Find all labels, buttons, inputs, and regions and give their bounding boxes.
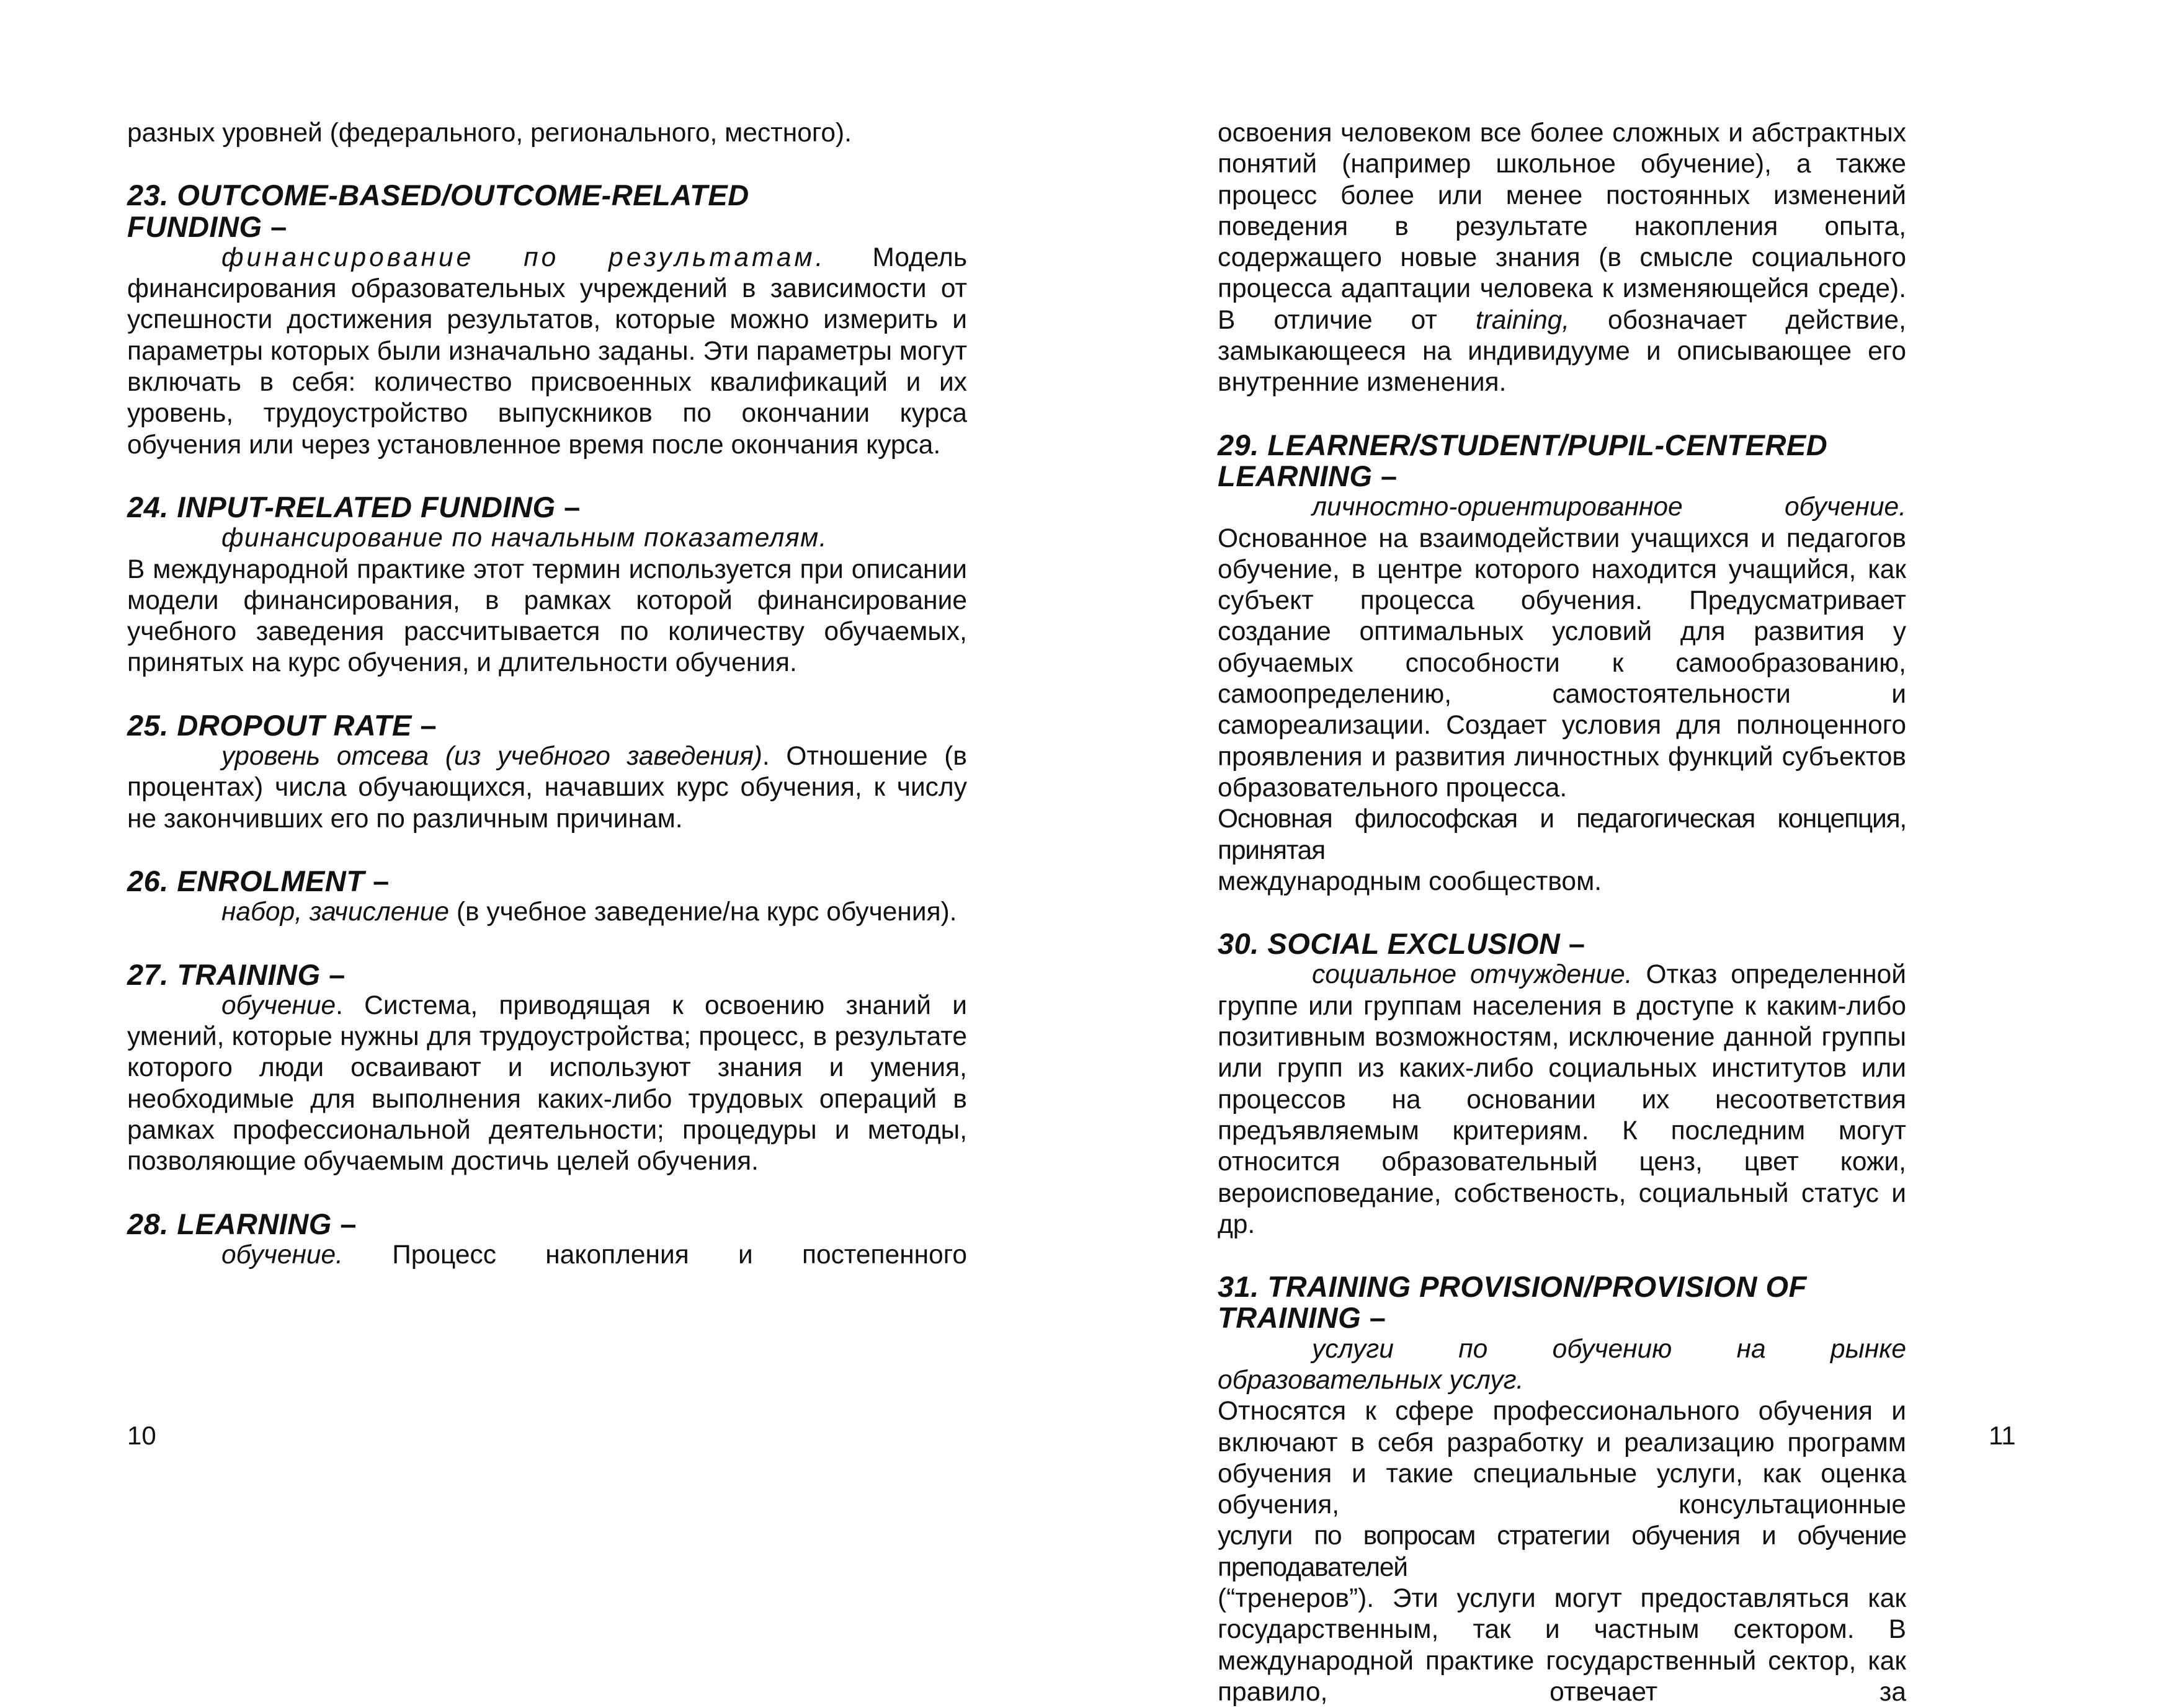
page-number-right: 11 [1989,1421,2016,1450]
continuation-a: освоения человеком все более сложных и абстрактных понятий (например школьное обучение), а также процесс более или менее постоянных изменений поведения в результате накопления опыта, содержащего новые знания (в смысле социального процесса адаптации человека к изменяющейся среде). В отличие от [1218,118,1906,335]
translation-31: услуги по обучению на рынке образовательных услуг. [1218,1334,1906,1395]
continuation-28 [1218,118,1906,399]
text-31-a: Относятся к сфере профессионального обучения и включают в себя разработку и реализацию программ обучения и такие специальные услуги, как оценка обучения, консультационные [1218,1397,1906,1520]
term-29 [1218,430,1906,492]
definition-26 [127,897,967,928]
term-23-line2: FUNDING [127,210,262,243]
term-31-text: 31. TRAINING PROVISION/PROVISION OF TRAINING [1218,1270,1807,1335]
left-page [0,0,1088,1537]
term-30-dash: – [1560,927,1585,961]
term-25-text: 25. DROPOUT RATE [127,708,412,742]
term-29-dash: – [1372,459,1398,492]
term-23 [127,180,967,242]
text-31-b: (“тренеров”). Эти услуги могут предоставляться как государственным, так и частным сектором. В международной практике государственный сектор, как правило, отвечает за [1218,1584,1906,1707]
translation-28: обучение. [221,1240,343,1270]
term-30-text: 30. SOCIAL EXCLUSION [1218,927,1561,961]
text-23: Модель финансирования образовательных учреждений в зависимости от успешности достижения результатов, которые можно измерить и параметры которых были изначально заданы. Эти параметры могут включать в себя: количество присвоенных квалификаций и их уровень, трудоустройство выпускников по окончании курса обучения или через установленное время после окончания курса. [127,242,967,460]
text-29: Основанное на взаимодействии учащихся и педагогов обучение, в центре которого находится учащийся, как субъект процесса обучения. Предусматривает создание оптимальных условий для развития у обучаемых способности к самообразованию, самоопределению, самостоятельности и самореализации. Создает условия для полноценного проявления и развития личностных функций субъектов образовательного процесса. [1218,523,1906,803]
text-27: . Система, приводящая к освоению знаний и умений, которые нужны для трудоустройства; процесс, в результате которого люди осваивают и используют знания и умения, необходимые для выполнения каких-либо трудовых операций в рамках профессиональной деятельности; процедуры и методы, позволяющие обучаемым достичь целей обучения. [127,990,967,1176]
term-29-line1: 29. LEARNER/STUDENT/PUPIL-CENTERED [1218,428,1828,461]
term-26-text: 26. ENROLMENT [127,864,365,897]
text-28: Процесс накопления и постепенного [342,1240,967,1270]
term-23-line1: 23. OUTCOME-BASED/OUTCOME-RELATED [127,179,749,212]
term-26 [127,866,967,897]
term-28-dash: – [331,1207,357,1240]
translation-26: набор, зачисление [221,897,450,927]
translation-24: финансирование по начальным показателям. [221,523,828,553]
translation-24-line [127,523,967,554]
term-25-dash: – [411,708,437,742]
term-28-text: 28. LEARNING [127,1207,332,1240]
intro-line: разных уровней (федерального, регионального, местного). [127,118,852,148]
text-31-tight: услуги по вопросам стратегии обучения и обучение преподавателей [1218,1521,1906,1582]
definition-25 [127,741,967,835]
term-24-text: 24. INPUT-RELATED FUNDING [127,490,556,523]
term-27 [127,959,967,990]
text-26: (в учебное заведение/на курс обучения). [449,897,957,927]
term-26-dash: – [364,864,390,897]
translation-30: социальное отчуждение. [1312,960,1633,990]
term-27-text: 27. TRAINING [127,958,321,991]
term-31 [1218,1271,1906,1334]
term-31-dash: – [1361,1301,1386,1335]
term-30 [1218,928,1906,959]
left-column [127,118,967,1271]
term-27-dash: – [320,958,346,991]
right-page [1088,0,2176,1707]
translation-29: личностно-ориентированное обучение. [1312,492,1906,522]
translation-23: финансирование по результатам. [221,242,826,272]
text-24 [127,554,967,679]
term-23-dash: – [262,210,287,243]
text-24-body: В международной практике этот термин используется при описании модели финансирования, в рамках которой финансирование учебного заведения рассчитывается по количеству обучаемых, принятых на курс обучения, и длительности обучения. [127,554,967,678]
text-30: Отказ определенной группе или группам населения в доступе к каким-либо позитивным возможностям, исключение данной группы или групп из каких-либо социальных институтов или процессов на основании их несоответствия предъявляемым критериям. К последним могут относится образовательный ценз, цвет кожи, вероисповедание, собственость, социальный статус и др. [1218,960,1907,1239]
term-25 [127,710,967,741]
definition-28 [127,1240,967,1271]
page-number-left: 10 [127,1421,156,1450]
text-29-tight: Основная философская и педагогическая концепция, принятая [1218,804,1906,865]
translation-25: уровень отсева (из учебного заведения) [221,742,762,772]
term-24 [127,492,967,523]
continuation-b: обозначает действие, замыкающееся на индивидууме и описывающее его внутренние изменения. [1218,305,1906,398]
text-29-end: международным сообществом. [1218,866,1602,896]
term-29-line2: LEARNING [1218,459,1373,492]
definition-30 [1218,959,1906,1240]
translation-31-line [1218,1334,1906,1397]
definition-23 [127,242,967,461]
definition-29 [1218,492,1906,804]
text-25: . Отношение (в процентах) числа обучающихся, начавших курс обучения, к числу не закончивших его по различным причинам. [127,742,967,834]
continuation-italic: training, [1475,305,1570,335]
translation-27: обучение [221,990,336,1020]
term-24-dash: – [555,490,581,523]
term-28 [127,1209,967,1240]
right-column [1218,118,1906,1708]
definition-27 [127,990,967,1178]
